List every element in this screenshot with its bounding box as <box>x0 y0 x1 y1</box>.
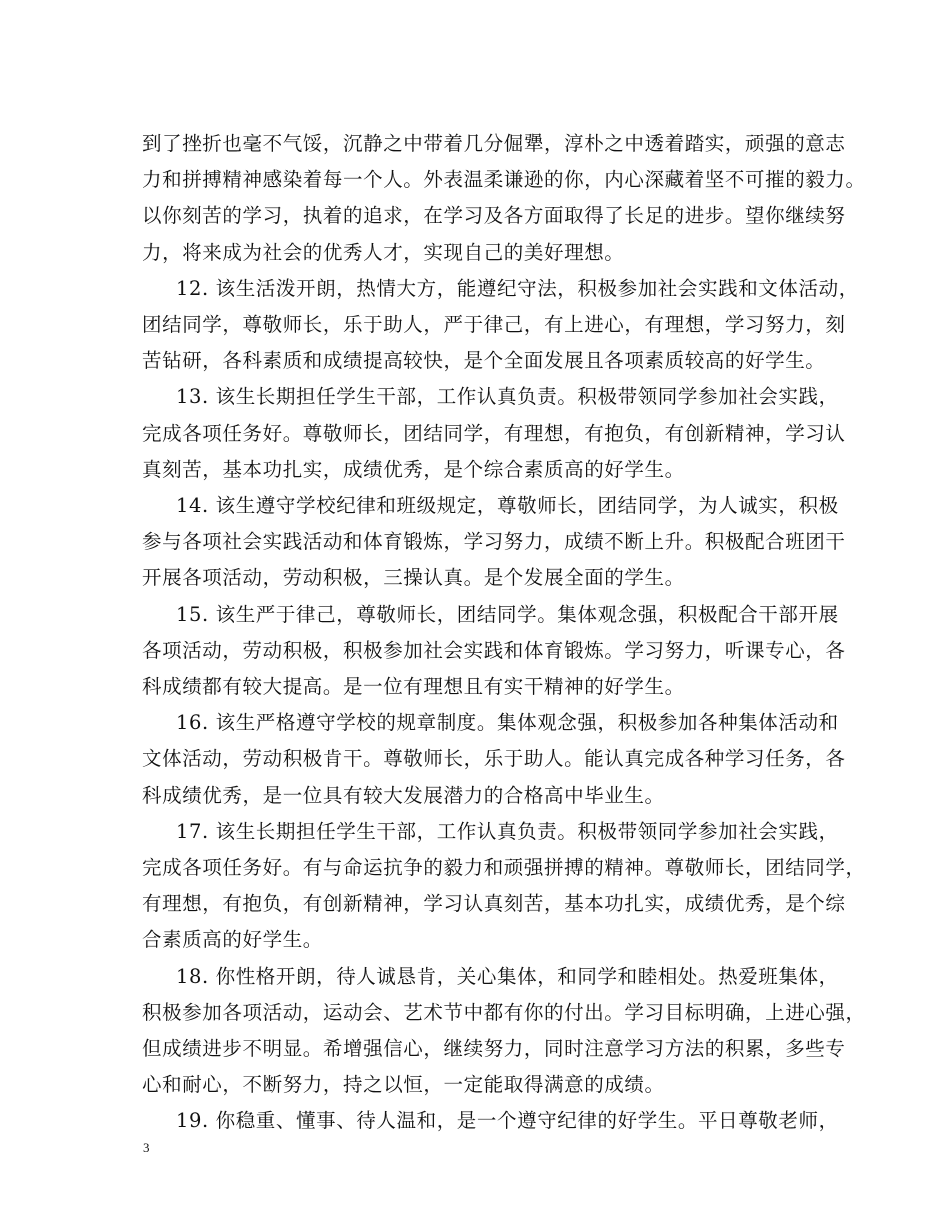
text-line: 科成绩优秀，是一位具有较大发展潜力的合格高中毕业生。 <box>142 783 665 807</box>
text-line: 积极参加各项活动，运动会、艺术节中都有你的付出。学习目标明确，上进心强， <box>142 1000 866 1024</box>
text-line: 13. 该生长期担任学生干部，工作认真负责。积极带领同学参加社会实践， <box>176 385 839 409</box>
text-line: 完成各项任务好。有与命运抗争的毅力和顽强拼搏的精神。尊敬师长，团结同学， <box>142 856 866 879</box>
text-line: 以你刻苦的学习，执着的追求，在学习及各方面取得了长足的进步。望你继续努 <box>142 204 846 228</box>
text-line: 完成各项任务好。尊敬师长，团结同学，有理想，有抱负，有创新精神，学习认 <box>142 421 846 445</box>
text-line: 19. 你稳重、懂事、待人温和，是一个遵守纪律的好学生。平日尊敬老师， <box>176 1109 839 1133</box>
text-line: 17. 该生长期担任学生干部，工作认真负责。积极带领同学参加社会实践， <box>176 819 839 843</box>
text-line: 16. 该生严格遵守学校的规章制度。集体观念强，积极参加各种集体活动和 <box>176 711 839 735</box>
text-line: 参与各项社会实践活动和体育锻炼，学习努力，成绩不断上升。积极配合班团干 <box>142 530 846 554</box>
text-line: 12. 该生活泼开朗，热情大方，能遵纪守法，积极参加社会实践和文体活动， <box>176 276 859 300</box>
text-line: 苦钻研，各科素质和成绩提高较快，是个全面发展且各项素质较高的好学生。 <box>142 349 826 373</box>
text-line: 但成绩进步不明显。希增强信心，继续努力，同时注意学习方法的积累，多些专 <box>142 1037 846 1060</box>
text-line: 心和耐心，不断努力，持之以恒，一定能取得满意的成绩。 <box>142 1073 665 1097</box>
text-line: 文体活动，劳动积极肯干。尊敬师长，乐于助人。能认真完成各种学习任务，各 <box>142 747 846 771</box>
page-number: 3 <box>143 1140 150 1155</box>
text-line: 力和拼搏精神感染着每一个人。外表温柔谦逊的你，内心深藏着坚不可摧的毅力。 <box>142 168 866 192</box>
text-line: 合素质高的好学生。 <box>142 928 323 952</box>
text-line: 有理想，有抱负，有创新精神，学习认真刻苦，基本功扎实，成绩优秀，是个综 <box>142 892 846 916</box>
text-line: 各项活动，劳动积极，积极参加社会实践和体育锻炼。学习努力，听课专心，各 <box>142 638 846 662</box>
text-line: 开展各项活动，劳动积极，三操认真。是个发展全面的学生。 <box>142 566 685 590</box>
text-line: 力，将来成为社会的优秀人才，实现自己的美好理想。 <box>142 240 625 264</box>
text-line: 真刻苦，基本功扎实，成绩优秀，是个综合素质高的好学生。 <box>142 457 685 481</box>
text-line: 团结同学，尊敬师长，乐于助人，严于律己，有上进心，有理想，学习努力，刻 <box>142 313 846 336</box>
text-line: 18. 你性格开朗，待人诚恳肯，关心集体，和同学和睦相处。热爱班集体， <box>176 964 839 988</box>
text-line: 到了挫折也毫不气馁，沉静之中带着几分倔犟，淳朴之中透着踏实，顽强的意志 <box>142 132 846 155</box>
text-line: 14. 该生遵守学校纪律和班级规定，尊敬师长，团结同学，为人诚实，积极 <box>176 494 839 517</box>
text-line: 科成绩都有较大提高。是一位有理想且有实干精神的好学生。 <box>142 675 685 698</box>
text-line: 15. 该生严于律己，尊敬师长，团结同学。集体观念强，积极配合干部开展 <box>176 602 839 626</box>
